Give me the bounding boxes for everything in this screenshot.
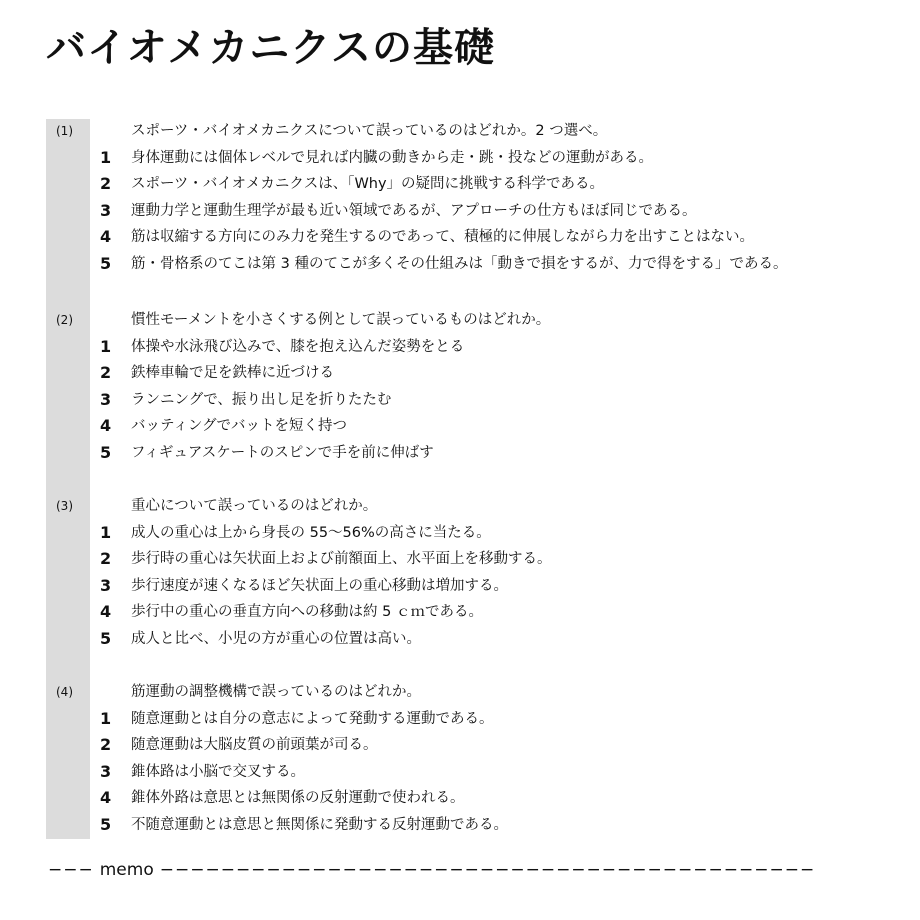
question-number: (1) bbox=[56, 124, 73, 138]
option-text: 随意運動とは自分の意志によって発動する運動である。 bbox=[131, 710, 494, 727]
question-number: (4) bbox=[56, 685, 73, 699]
option-number: 2 bbox=[100, 174, 112, 194]
option-text: スポーツ・バイオメカニクスは、「Why」の疑問に挑戦する科学である。 bbox=[131, 176, 605, 193]
option-text: 歩行速度が速くなるほど矢状面上の重心移動は増加する。 bbox=[131, 577, 508, 594]
option-text: 不随意運動とは意思と無関係に発動する反射運動である。 bbox=[131, 817, 508, 833]
option-item bbox=[0, 335, 920, 362]
page-title: バイオメカニクスの基礎 bbox=[46, 25, 495, 71]
option-number: 5 bbox=[100, 815, 112, 834]
option-item bbox=[0, 225, 920, 252]
option-number: 4 bbox=[100, 788, 112, 808]
memo-lead-dashes: −−− bbox=[48, 860, 94, 880]
memo-trail-dashes: −−−−−−−−−−−−−−−−−−−−−−−−−−−−−−−−−−−−−−−−−−− bbox=[159, 860, 816, 880]
option-item bbox=[0, 813, 920, 840]
option-item bbox=[0, 786, 920, 813]
option-text: 随意運動は大脳皮質の前頭葉が司る。 bbox=[131, 737, 378, 754]
option-item bbox=[0, 521, 920, 548]
option-number: 2 bbox=[100, 735, 112, 755]
option-text: 成人の重心は上から身長の 55～56%の高さに当たる。 bbox=[131, 524, 491, 541]
option-text: 歩行時の重心は矢状面上および前額面上、水平面上を移動する。 bbox=[131, 551, 552, 568]
option-text: 体操や水泳飛び込みで、膝を抱え込んだ姿勢をとる bbox=[131, 338, 465, 355]
option-text: ランニングで、振り出し足を折りたたむ bbox=[131, 391, 392, 408]
option-text: 成人と比べ、小児の方が重心の位置は高い。 bbox=[131, 631, 421, 647]
option-number: 1 bbox=[100, 147, 112, 167]
option-text: バッティングでバットを短く持つ bbox=[131, 418, 348, 435]
option-number: 3 bbox=[100, 200, 112, 220]
option-text: 錐体路は小脳で交叉する。 bbox=[131, 763, 305, 780]
option-number: 3 bbox=[100, 761, 112, 781]
option-text: 鉄棒車輪で足を鉄棒に近づける bbox=[131, 365, 334, 382]
option-item bbox=[0, 627, 920, 654]
option-item bbox=[0, 600, 920, 627]
option-number: 5 bbox=[100, 629, 112, 648]
option-number: 4 bbox=[100, 602, 112, 622]
option-item bbox=[0, 414, 920, 441]
question-stem: 筋運動の調整機構で誤っているのはどれか。 bbox=[131, 684, 421, 700]
option-item bbox=[0, 547, 920, 574]
option-text: 運動力学と運動生理学が最も近い領域であるが、アプローチの仕方もほぼ同じである。 bbox=[131, 202, 697, 219]
question-stem: スポーツ・バイオメカニクスについて誤っているのはどれか。2 つ選べ。 bbox=[131, 123, 608, 139]
question-stem: 慣性モーメントを小さくする例として誤っているものはどれか。 bbox=[131, 312, 551, 328]
option-item bbox=[0, 172, 920, 199]
option-text: 身体運動には個体レベルで見れば内臓の動きから走・跳・投などの運動がある。 bbox=[131, 149, 653, 166]
question-stem: 重心について誤っているのはどれか。 bbox=[131, 498, 378, 514]
option-item bbox=[0, 199, 920, 226]
option-item bbox=[0, 441, 920, 468]
option-number: 2 bbox=[100, 363, 112, 383]
option-text: 筋・骨格系のてこは第 3 種のてこが多くその仕組みは「動きで損をするが、力で得をする」である。 bbox=[131, 256, 788, 272]
option-number: 1 bbox=[100, 336, 112, 356]
option-text: フィギュアスケートのスピンで手を前に伸ばす bbox=[131, 445, 434, 461]
option-text: 錐体外路は意思とは無関係の反射運動で使われる。 bbox=[131, 790, 465, 807]
option-number: 5 bbox=[100, 254, 112, 273]
option-number: 4 bbox=[100, 416, 112, 436]
option-number: 1 bbox=[100, 522, 112, 542]
option-item bbox=[0, 733, 920, 760]
question-number: (3) bbox=[56, 499, 73, 513]
option-text: 筋は収縮する方向にのみ力を発生するのであって、積極的に伸展しながら力を出すことはない。 bbox=[131, 229, 755, 246]
option-item bbox=[0, 760, 920, 787]
memo-line bbox=[48, 858, 868, 882]
option-number: 5 bbox=[100, 443, 112, 462]
option-number: 3 bbox=[100, 575, 112, 595]
option-number: 4 bbox=[100, 227, 112, 247]
option-number: 3 bbox=[100, 389, 112, 409]
option-item bbox=[0, 707, 920, 734]
question-number: (2) bbox=[56, 313, 73, 327]
option-number: 2 bbox=[100, 549, 112, 569]
option-item bbox=[0, 574, 920, 601]
option-item bbox=[0, 146, 920, 173]
option-item bbox=[0, 252, 920, 279]
option-text: 歩行中の重心の垂直方向への移動は約 5 ｃｍである。 bbox=[131, 604, 483, 621]
memo-label: memo bbox=[99, 860, 154, 880]
option-item bbox=[0, 361, 920, 388]
option-item bbox=[0, 388, 920, 415]
option-number: 1 bbox=[100, 708, 112, 728]
